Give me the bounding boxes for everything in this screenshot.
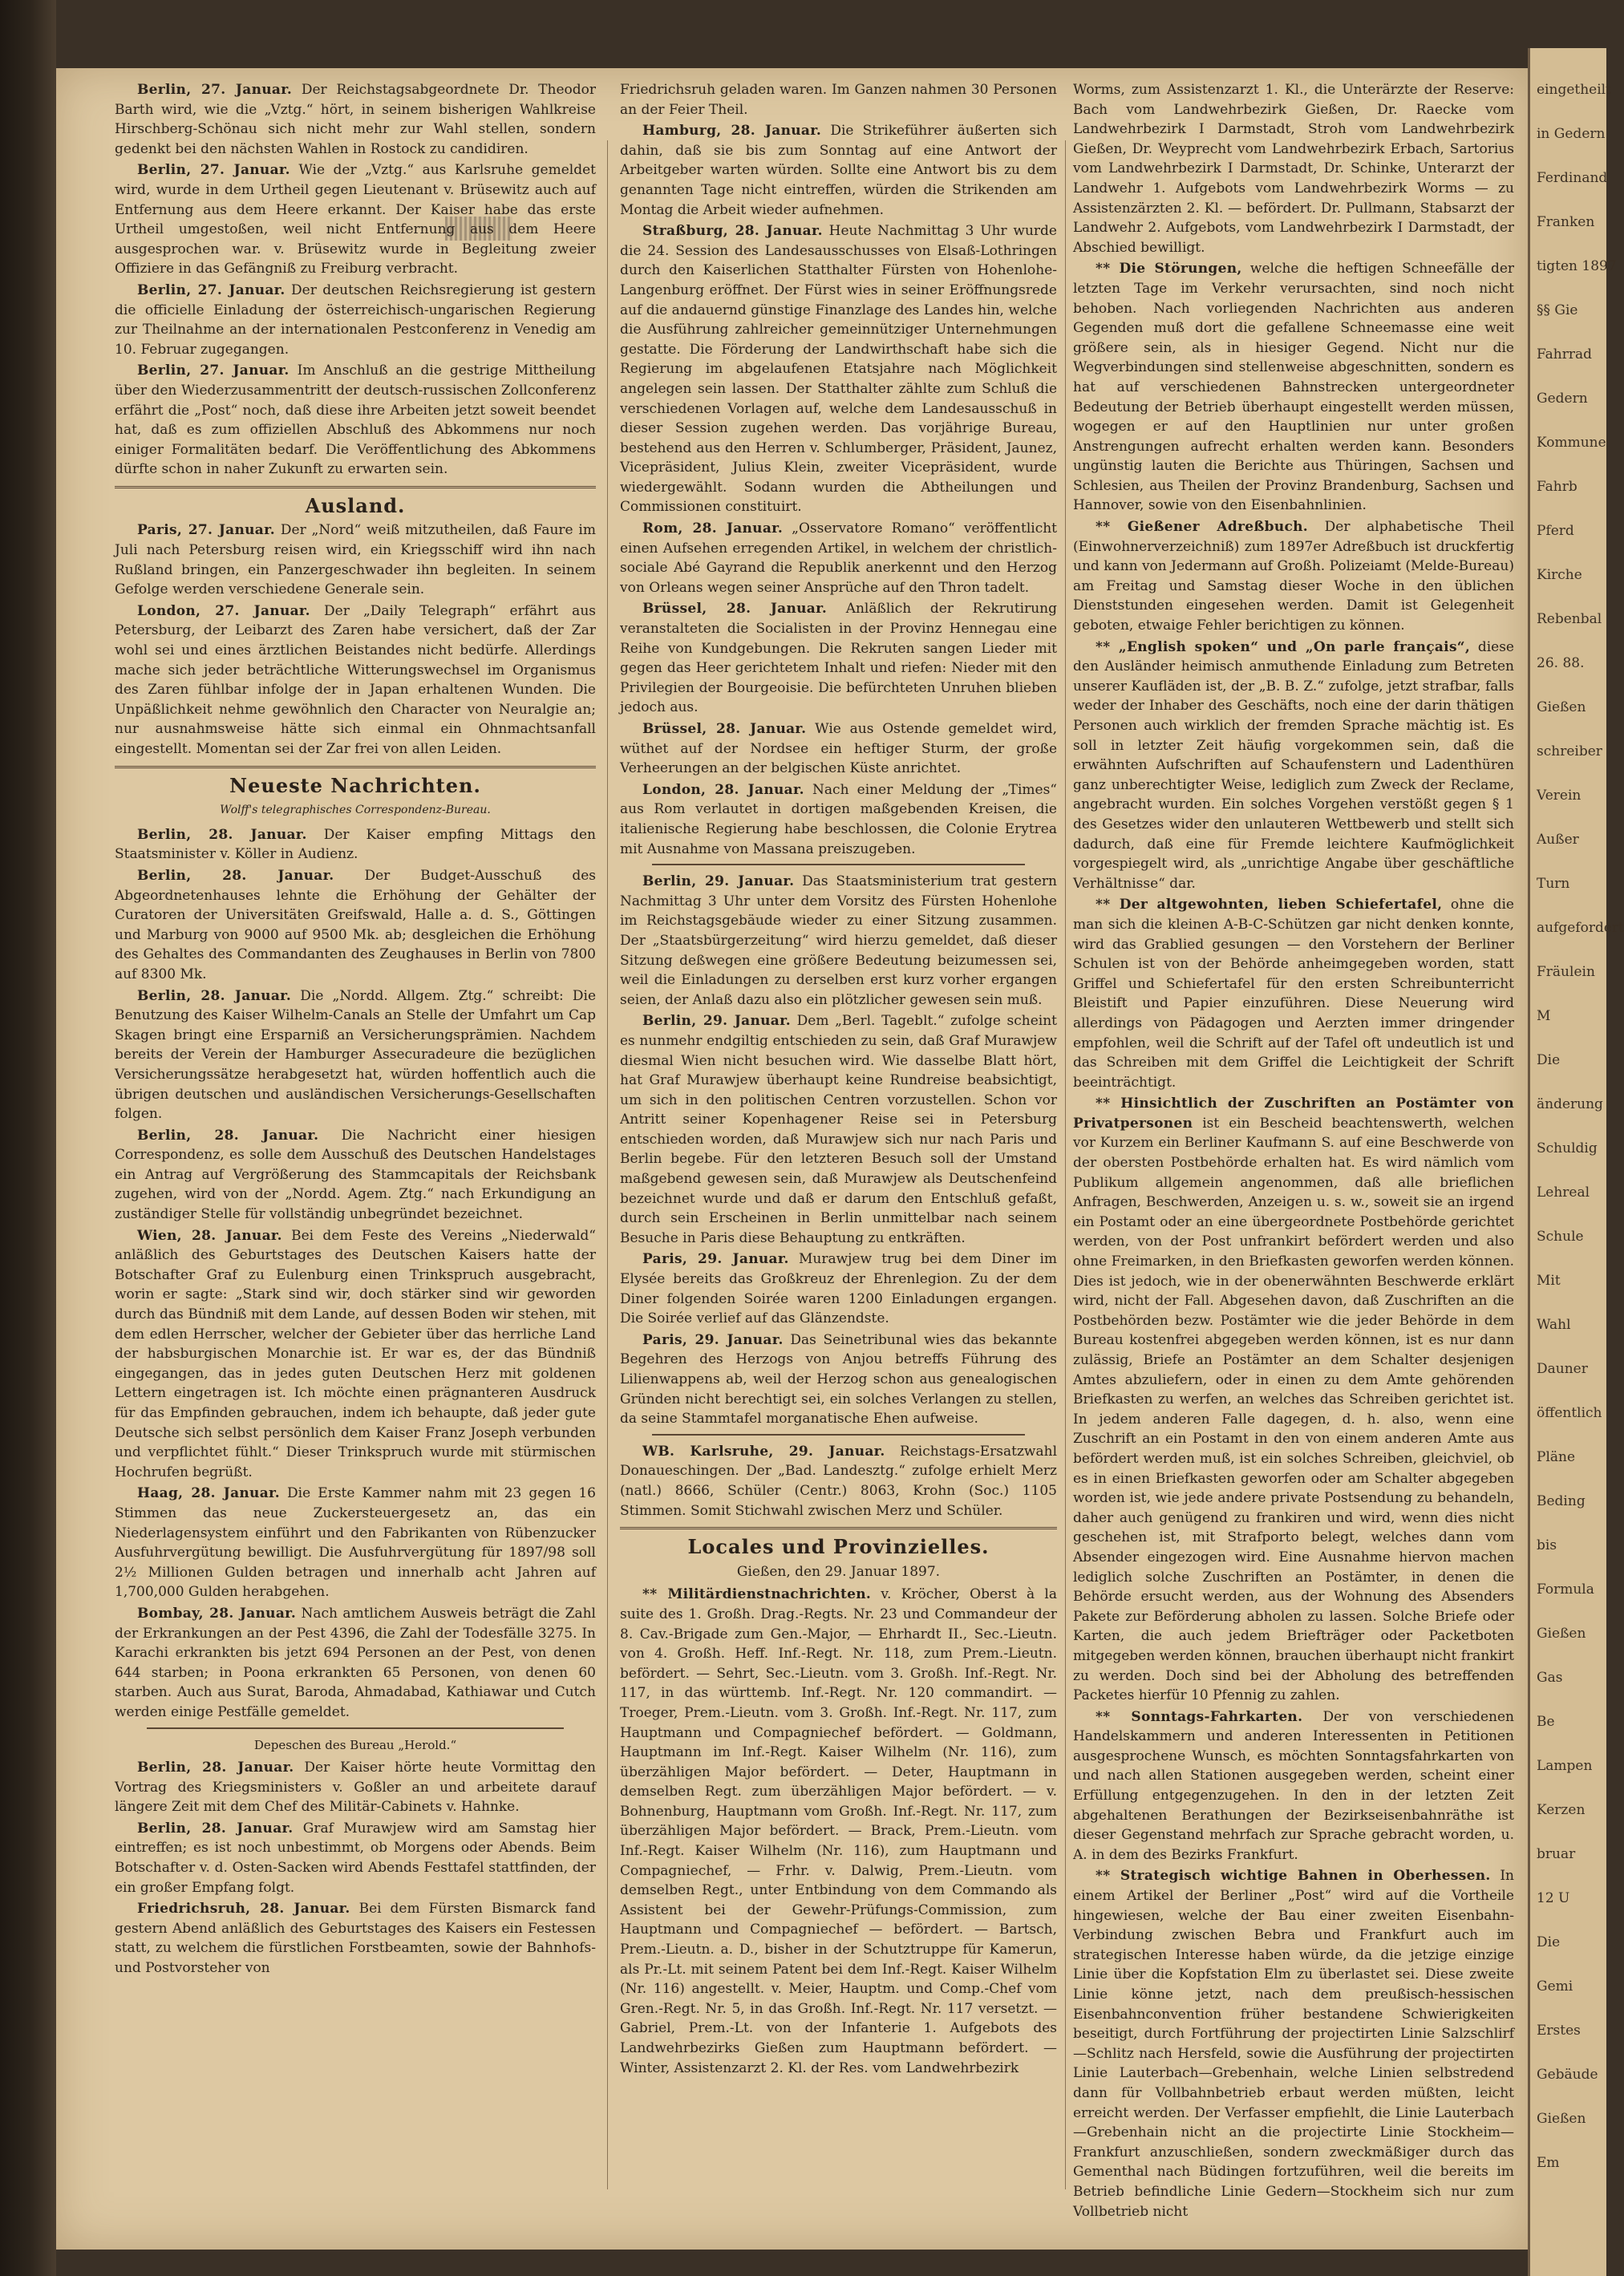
article-dateline: ** Die Störungen, — [1095, 261, 1242, 277]
article-dateline: Bombay, 28. Januar. — [137, 1605, 297, 1622]
article-dateline: ** Hinsichtlich der Zuschriften an Postämter von Privatpersonen — [1073, 1095, 1514, 1132]
adjacent-page-fragment: Wahl — [1537, 1317, 1571, 1333]
article-text: Die „Nordd. Allgem. Ztg.“ schreibt: Die Benutzung des Kaiser Wilhelm-Canals an Stelle der Umfahrt um Cap Skagen bringt eine Ersparniß an Versicherungsprämien. Nachdem bereits der Verein der Hamburger Assecuradeure die bezüglichen Versicherungssätze herabgesetzt hat, würden hoffentlich auch die übrigen deutschen und ausländischen Versicherungs-Gesellschaften folgen. — [115, 987, 597, 1123]
adjacent-page-fragment: Die — [1537, 1052, 1561, 1068]
article-text: Wie aus Ostende gemeldet wird, wüthet auf der Nordsee ein heftiger Sturm, der große Verheerungen an der belgischen Küste anrichtet. — [620, 721, 1058, 777]
article-text: Die Erste Kammer nahm mit 23 gegen 16 Stimmen das neue Zuckersteuergesetz an, das ein Niederlagensystem einführt und den Fabrikanten von Rübenzucker Ausfuhrvergütung bewilligt. Die Ausfuhrvergütung für 1897/98 soll 2½ Millionen Gulden betragen und innerhalb acht Jahren auf 1,700,000 Gulden herabgehen. — [115, 1485, 596, 1601]
article-text: Das Staatsministerium trat gestern Nachmittag 3 Uhr unter dem Vorsitz des Fürsten Hohenlohe im Reichstagsgebäude wieder zu einer Sitzung zusammen. Der „Staatsbürgerzeitung“ wird hierzu gemeldet, daß dieser Sitzung deßwegen eine größere Bedeutung beizumessen sei, weil die Einladungen zu derselben erst kurz vorher ergangen seien, der Anlaß dazu also ein plötzlicher gewesen sein muß. — [620, 873, 1057, 1008]
adjacent-page-fragment: bruar — [1537, 1846, 1576, 1862]
article — [1073, 259, 1514, 516]
article-text: Der Kaiser hörte heute Vormittag den Vortrag des Kriegsministers v. Goßler an und arbeitete darauf längere Zeit mit dem Chef des Militär-Cabinets v. Hahnke. — [115, 1760, 596, 1816]
article — [620, 519, 1057, 597]
adjacent-page-fragment: Gießen — [1537, 1626, 1586, 1642]
article-dateline: ** Militärdienstnachrichten. — [642, 1586, 872, 1603]
article — [620, 872, 1057, 1010]
adjacent-page-fragment: Gießen — [1537, 699, 1586, 715]
adjacent-page-fragment: 26. 88. — [1537, 655, 1585, 671]
article — [620, 599, 1057, 718]
section-rule — [115, 486, 596, 488]
article — [620, 1330, 1057, 1429]
article-text: Die Nachricht einer hiesigen Correspondenz, es solle dem Ausschuß des Deutschen Handelstages ein Antrag auf Vergrößerung des Stammcapitals der Reichsbank zugehen, wird von der „Nordd. Agem. Ztg.“ nach Erkundigung an zuständiger Stelle für vollständig unbegründet bezeichnet. — [115, 1127, 596, 1223]
article-dateline: Haag, 28. Januar. — [137, 1485, 280, 1502]
adjacent-page-fragment: Fräulein — [1537, 964, 1595, 980]
article — [620, 1249, 1057, 1328]
article-text: Der von verschiedenen Handelskammern und anderen Interessenten in Petitionen ausgesprochene Wunsch, es möchten Sonntagsfahrkarten von und nach allen Stationen ausgegeben werden, scheint einer Erfüllung entgegenzugehen. In den in der letzten Zeit abgehaltenen Berathungen der Bezirkseisenbahnräthe ist dieser Gegenstand mehrfach zur Sprache gebracht worden, u. A. in dem des Bezirks Frankfurt. — [1073, 1708, 1514, 1863]
article-dateline: London, 27. Januar. — [137, 602, 310, 619]
adjacent-page-fragment: Schuldig — [1537, 1140, 1598, 1156]
adjacent-page-fragment: in Gedern — [1537, 126, 1606, 142]
article — [620, 1442, 1057, 1521]
column-divider — [607, 140, 608, 2189]
adjacent-page-fragment: Außer — [1537, 832, 1579, 848]
adjacent-page-fragment: Em — [1537, 2155, 1560, 2171]
section-rule — [620, 1527, 1057, 1529]
article-text: Nach einer Meldung der „Times“ aus Rom verlautet in dortigen maßgebenden Kreisen, die italienische Regierung habe beschlossen, die Colonie Erytrea mit Ausnahme von Massana preiszugeben. — [620, 781, 1057, 857]
article-continuation: Worms, zum Assistenzarzt 1. Kl., die Unterärzte der Reserve: Bach vom Landwehrbezirk Gießen, Dr. Raecke vom Landwehrbezirk I Darmstadt, Stroh vom Landwehrbezirk Gießen, Dr. Weyprecht vom Landwehrbezirk Erbach, Sartorius vom Landwehrbezirk I Darmstadt, Dr. Schinke, Unterarzt der Landwehr 1. Aufgebots vom Landwehrbezirk Worms — zu Assistenzärzten 2. Kl. — befördert. Dr. Pullmann, Stabsarzt der Landwehr 2. Aufgebots, vom Landwehrbezirk I Darmstadt, der Abschied bewilligt. — [1073, 82, 1514, 256]
article-list — [115, 80, 596, 480]
article-dateline: Straßburg, 28. Januar. — [642, 223, 823, 240]
article-dateline: ** Gießener Adreßbuch. — [1095, 519, 1309, 536]
adjacent-page-fragment: Ferdinand — [1537, 170, 1608, 186]
adjacent-page-fragment: Mit — [1537, 1273, 1561, 1289]
article — [115, 361, 596, 480]
article-list — [620, 872, 1057, 1429]
section-heading-ausland: Ausland. — [305, 493, 406, 517]
adjacent-page-fragment: Rebenbal — [1537, 611, 1602, 627]
article-text: v. Kröcher, Oberst à la suite des 1. Großh. Drag.-Regts. Nr. 23 und Commandeur der 8. Cav.-Brigade zum Gen.-Major, — Ehrhardt II., Sec.-Lieutn. von 4. Großh. Heff. Inf.-Regt. Nr. 118, zum Prem.-Lieutn. befördert. — Sehrt, Sec.-Lieutn. vom 3. Großh. Inf.-Regt. Nr. 117, in das württemb. Inf.-Regt. Nr. 120 commandirt. — Troeger, Prem.-Lieutn. vom 3. Großh. Inf.-Regt. Nr. 117, zum Hauptmann und Compagniechef befördert. — Goldmann, Hauptmann im Inf.-Regt. Kaiser Wilhelm (Nr. 116), zum überzähligen Major befördert. — Deter, Hauptmann in demselben Regt. zum überzähligen Major befördert. — v. Bohnenburg, Hauptmann vom Großh. Inf.-Regt. Nr. 117, zum überzähligen Major befördert. — Brack, Prem.-Lieutn. vom Inf.-Regt. Kaiser Wilhelm (Nr. 116), zum Hauptmann und Compagniechef, — Frhr. v. Dalwig, Prem.-Lieutn. vom demselben Regt., unter Entbindung von dem Commando als Assistent bei der Gewehr-Prüfungs-Commission, zum Hauptmann und Compagniechef — befördert. — Bartsch, Prem.-Lieutn. a. D., bisher in der Schutztruppe für Kamerun, als Pr.-Lt. mit seinem Patent bei dem Inf.-Regt. Kaiser Wilhelm (Nr. 116) angestellt. v. Meier, Hauptm. und Comp.-Chef vom Gren.-Regt. Nr. 5, in das Großh. Inf.-Regt. Nr. 117 versetzt. — Gabriel, Prem.-Lt. von der Infanterie 1. Aufgebots des Landwehrbezirks Gießen zum Hauptmann befördert. — Winter, Assistenzarzt 2. Kl. der Res. vom Landwehrbezirk — [620, 1586, 1057, 2076]
adjacent-page-fragment: Die — [1537, 1934, 1561, 1950]
article — [115, 1819, 596, 1897]
article — [115, 1126, 596, 1225]
adjacent-page-fragment: Pläne — [1537, 1449, 1576, 1465]
article — [115, 1226, 596, 1483]
adjacent-page-fragment: Erstes — [1537, 2023, 1581, 2039]
article-text: Der Kaiser empfing Mittags den Staatsminister v. Köller in Audienz. — [115, 826, 596, 863]
article-dateline: Berlin, 27. Januar. — [137, 82, 293, 98]
article-text: welche die heftigen Schneefälle der letzten Tage im Verkehr verursachten, sind noch nicht behoben. Nach vorliegenden Nachrichten aus anderen Gegenden muß dort die gefallene Schneemasse eine weit größere sein, als in hiesiger Gegend. Nicht nur die Wegverbindungen sind stellenweise abgeschnitten, sondern es hat auf verschiedenen Bahnstrecken untergeordneter Bedeutung der Betrieb überhaupt eingestellt werden müssen, wogegen er auf den Hauptlinien nur unter großen Anstrengungen aufrecht erhalten werden kann. Besonders ungünstig lauten die Berichte aus Thüringen, Sachsen und Schlesien, aus Theilen der Provinz Brandenburg, Sachsen und Hannover, sowie von den Eisenbahnlinien. — [1073, 261, 1515, 514]
adjacent-page-fragment: M — [1537, 1008, 1551, 1024]
section-heading-neueste: Neueste Nachrichten. — [229, 773, 481, 797]
article — [115, 986, 596, 1124]
article-dateline: Paris, 29. Januar. — [642, 1251, 789, 1268]
article-dateline: Berlin, 28. Januar. — [137, 1760, 294, 1776]
adjacent-page-fragment: Fahrb — [1537, 479, 1577, 495]
article — [1073, 1094, 1514, 1705]
adjacent-page-fragment: §§ Gie — [1537, 302, 1578, 318]
article — [115, 866, 596, 985]
article-dateline: Rom, 28. Januar. — [642, 520, 784, 537]
adjacent-page-fragment: 12 U — [1537, 1890, 1570, 1906]
adjacent-page-fragment: Gemi — [1537, 1978, 1573, 1995]
adjacent-page-fragment: Verein — [1537, 788, 1581, 804]
article-text: Wie der „Vztg.“ aus Karlsruhe gemeldet wird, wurde in dem Urtheil gegen Lieutenant v. Brüsewitz auch auf Entfernung aus dem Heere erkannt. Der Kaiser habe das erste Urtheil umgestoßen, weil nicht Entfernung aus dem Heere ausgesprochen war. v. Brüsewitz wurde in Begleitung zweier Offiziere in das Gefängniß zu Freiburg verbracht. — [115, 162, 596, 277]
article — [1073, 895, 1514, 1092]
article — [115, 1604, 596, 1723]
article-dateline: Wien, 28. Januar. — [137, 1227, 282, 1244]
article-dateline: Berlin, 28. Januar. — [137, 987, 292, 1004]
adjacent-page-fragment: Dauner — [1537, 1361, 1588, 1377]
adjacent-page-fragment: Lehreal — [1537, 1185, 1590, 1201]
article-list — [115, 825, 596, 1723]
article — [115, 80, 596, 159]
article-dateline: Berlin, 29. Januar. — [642, 873, 795, 890]
adjacent-page-fragment: Fahrrad — [1537, 346, 1592, 362]
article-text: Die Strikeführer äußerten sich dahin, daß sie bis zum Sonntag auf eine Antwort der Arbeitgeber warten würden. Sollte eine Antwort bis zu dem genannten Tage nicht eintreffen, würden die Strikenden am Montag die Arbeit wieder aufnehmen. — [620, 123, 1058, 218]
article-dateline: ** Strategisch wichtige Bahnen in Oberhessen. — [1095, 1868, 1491, 1885]
adjacent-page-fragment: eingetheilt — [1537, 82, 1611, 98]
article — [620, 719, 1057, 779]
article-text: Der alphabetische Theil (Einwohnerverzeichniß) zum 1897er Adreßbuch ist druckfertig und kann von Jedermann auf Großh. Polizeiamt (Melde-Bureau) am Freitag und Samstag dieser Woche in den üblichen Dienststunden eingesehen werden. Damit ist Gelegenheit geboten, etwaige Fehler berichtigen zu können. — [1073, 519, 1515, 634]
article — [115, 1899, 596, 1978]
article-dateline: Berlin, 28. Januar. — [137, 826, 307, 843]
article — [115, 601, 596, 759]
section-subheading: Wolff's telegraphisches Correspondenz-Bureau. — [220, 804, 491, 817]
article-text: Graf Murawjew wird am Samstag hier eintreffen; es ist noch unbestimmt, ob Morgens oder Abends. Beim Botschafter v. d. Osten-Sacken wird Abends Festtafel stattfinden, der ein großer Empfang folgt. — [115, 1820, 596, 1896]
section-rule — [147, 1727, 564, 1729]
article-text: Der deutschen Reichsregierung ist gestern die officielle Einladung der österreichisch-ungarischen Regierung zur Theilnahme an der internationalen Pestconferenz in Venedig am 10. Februar zugegangen. — [115, 281, 596, 358]
adjacent-page-fragment: Franken — [1537, 214, 1595, 230]
article-text: In einem Artikel der Berliner „Post“ wird auf die Vortheile hingewiesen, welche der Bau einer zweiten Eisenbahn-Verbindung zwischen Bebra und Frankfurt auch im strategischen Interesse haben würde, da die jetzige einzige Linie über die Kopfstation Elm zu überlastet sei. Diese zweite Linie könne jetzt, nach dem preußisch-hessischen Eisenbahnconvention früher bestandene Schwierigkeiten beseitigt, durch Fortführung der projectirten Linie Salzschlirf—Schlitz nach Hersfeld, sowie die Ausführung der projectirten Linie Lauterbach—Grebenhain, welche Linien selbstredend dann für Vollbahnbetrieb erbaut werden müßten, leicht erreicht werden. Der Verfasser empfiehlt, die Linie Lauterbach—Grebenhain nicht an die projectirte Linie Stockheim—Frankfurt anzuschließen, sondern zweckmäßiger durch das Gementhal nach Büdingen fortzuführen, weil die bereits im Betrieb befindliche Linie Gedern—Stockheim sich nur zum Vollbetrieb nicht — [1073, 1868, 1515, 2220]
article-list — [115, 1758, 596, 1978]
column-3 — [1073, 80, 1514, 2223]
adjacent-page-fragment: Turn — [1537, 876, 1570, 892]
adjacent-page-fragment: schreiber — [1537, 743, 1602, 759]
article-dateline: Berlin, 28. Januar. — [137, 867, 334, 884]
adjacent-page-fragment: Kirche — [1537, 567, 1582, 583]
article-text: ohne die man sich die kleinen A-B-C-Schützen gar nicht denken konnte, wird das Grablied gesungen — den Vorstehern der Berliner Schulen ist von der Behörde anheimgegeben worden, statt Griffel und Schiefertafel für den ersten Schreibunterricht Bleistift und Papier einzuführen. Diese Neuerung wird allerdings von Pädagogen und Aerzten immer dringender empfohlen, weil die Schrift auf der Tafel oft undeutlich ist und das Schreiben mit dem Griffel die Leichtigkeit der Schrift beeinträchtigt. — [1073, 897, 1514, 1091]
column-2 — [620, 80, 1057, 2080]
adjacent-page-fragment: Gießen — [1537, 2111, 1586, 2127]
article-dateline: Berlin, 28. Januar. — [137, 1820, 294, 1837]
article-text: diese den Ausländer heimisch anmuthende Einladung zum Betreten unserer Kaufläden ist, der „B. B. Z.“ zufolge, jetzt strafbar, falls weder der Inhaber des Geschäfts, noch eine der darin thätigen Personen auch wirklich der fremden Sprache mächtig ist. Es soll in letzter Zeit häufig vorgekommen sein, daß die erwähnten Aufschriften auf Schaufenstern und Ladenthüren ganz unberechtigter Weise, lediglich zum Zweck der Reclame, angebracht wurden. Ein solches Vorgehen verstößt gegen § 1 des Gesetzes wider den unlauteren Wettbewerb und stellt sich dadurch, daß eine für Fremde leichtere Kaufmöglichkeit vorgespiegelt wird, als „unrichtige Angabe über geschäftliche Verhältnisse“ dar. — [1073, 638, 1514, 892]
article-dateline: WB. Karlsruhe, 29. Januar. — [642, 1443, 885, 1460]
article-dateline: Berlin, 28. Januar. — [137, 1127, 319, 1144]
adjacent-page-fragment: Be — [1537, 1714, 1555, 1730]
adjacent-page-fragment: Gas — [1537, 1670, 1563, 1686]
article — [620, 221, 1057, 517]
article-text: Bei dem Feste des Vereins „Niederwald“ anläßlich des Geburtstages des Deutschen Kaisers hatte der Botschafter Graf zu Eulenburg einen Trinkspruch ausgebracht, worin er sagte: „Stark sind wir, doch stärker sind wir geworden durch das Bündniß mit dem Lande, auf dessen Boden wir stehen, mit dem edlen Herrscher, welcher der Gebieter über das herrliche Land der habsburgischen Monarchie ist. Er war es, der das Bündniß eingegangen, das in jedes guten Deutschen Herz mit goldenen Lettern eingetragen ist. Ich möchte einen prägnanteren Ausdruck für das Empfinden gebrauchen, indem ich behaupte, daß jeder gute Deutsche sich selbst persönlich dem Kaiser Franz Joseph verbunden und verpflichtet fühlt.“ Dieser Trinkspruch wurde mit stürmischen Hochrufen begrüßt. — [115, 1227, 596, 1480]
column-divider — [1065, 140, 1066, 2189]
adjacent-page-fragment: bis — [1537, 1537, 1557, 1553]
article — [1073, 517, 1514, 636]
adjacent-page-fragment: Lampen — [1537, 1758, 1593, 1774]
article — [115, 520, 596, 599]
article-text: Der „Daily Telegraph“ erfährt aus Petersburg, der Leibarzt des Zaren habe versichert, daß der Zar wohl sei und eines ärztlichen Beistandes nicht bedürfe. Allerdings mache sich jeder beträchtliche Witterungswechsel im Organismus des Zaren fühlbar infolge der in Japan erhaltenen Wunden. Die Unpäßlichkeit nehme gewöhnlich den Character von Neuralgie an; nur ausnahmsweise hätte sich einmal ein Ohnmachtsanfall eingestellt. Momentan sei der Zar frei von allen Leiden. — [115, 602, 596, 757]
article — [1073, 1707, 1514, 1865]
article-text: Das Seinetribunal wies das bekannte Begehren des Herzogs von Anjou betreffs Führung des Lilienwappens ab, weil der Herzog schon aus genealogischen Gründen nicht berechtigt sei, ein solches Verlangen zu stellen, da seine Stammtafel morganatische Ehen aufweise. — [620, 1331, 1057, 1428]
article-text: Bei dem Fürsten Bismarck fand gestern Abend anläßlich des Geburtstages des Kaisers ein Festessen statt, zu welchem die fürstlichen Forstbeamten, sowie der Bahnhofs- und Postvorsteher von — [115, 1901, 597, 1977]
adjacent-page-fragment: öffentlich — [1537, 1405, 1602, 1421]
article-dateline: ** „English spoken“ und „On parle français“, — [1095, 638, 1471, 655]
adjacent-page-fragment: Gedern — [1537, 391, 1588, 407]
article-list — [1073, 259, 1514, 2221]
article-dateline: Paris, 29. Januar. — [642, 1331, 784, 1348]
article — [620, 780, 1057, 859]
article-text: Anläßlich der Rekrutirung veranstalteten die Socialisten in der Provinz Hennegau eine Reihe von Kundgebungen. Die Rekruten sangen Lieder mit gegen das Heer gerichtetem Inhalt und riefen: Nieder mit den Privilegien der Bourgeoisie. Die befürchteten Unruhen blieben jedoch aus. — [620, 601, 1057, 716]
section-rule — [652, 864, 1025, 865]
article — [115, 1758, 596, 1817]
article — [620, 1011, 1057, 1248]
article-text: Murawjew trug bei dem Diner im Elysée bereits das Großkreuz der Ehrenlegion. Zu der dem Diner folgenden Soirée waren 1200 Einladungen ergangen. Die Soirée verlief auf das Glänzendste. — [620, 1251, 1058, 1327]
article-dateline: Paris, 27. Januar. — [137, 522, 276, 539]
section-rule — [115, 766, 596, 768]
section-rule — [652, 1434, 1025, 1436]
article-list — [620, 121, 1057, 859]
article — [620, 1585, 1057, 2078]
article-dateline: Berlin, 27. Januar. — [137, 281, 286, 298]
adjacent-page-fragment: Gebäude — [1537, 2067, 1598, 2083]
adjacent-page-fragment: Kerzen — [1537, 1802, 1586, 1818]
article-dateline: Berlin, 27. Januar. — [137, 362, 290, 379]
adjacent-page-fragment: aufgefordert — [1537, 920, 1624, 936]
article-text: Dem „Berl. Tageblt.“ zufolge scheint es nunmehr endgiltig entschieden zu sein, daß Graf Murawjew diesmal Wien nicht besuchen wird. Wie dasselbe Blatt hört, hat Graf Murawjew überhaupt keine Rundreise beabsichtigt, um sich in den politischen Centren vorzustellen. Schon vor Antritt seiner Kopenhagener Reise sei in Petersburg entschieden worden, daß Murawjew sich nur nach Paris und Berlin begebe. Für den letzteren Besuch soll der Umstand maßgebend gewesen sein, daß Murawjew als Deutschenfeind bezeichnet wurde und daß er darum den Entschluß gefaßt, durch sein Erscheinen in Berlin unmittelbar nach seinem Besuche in Paris diese Behauptung zu entkräften. — [620, 1013, 1057, 1246]
article-text: Der „Nord“ weiß mitzutheilen, daß Faure im Juli nach Petersburg reisen wird, ein Kriegsschiff wird ihn nach Rußland bringen, ein Panzergeschwader ihn begleiten. In seinem Gefolge werden verschiedene Generale sein. — [115, 522, 596, 598]
article-dateline: ** Sonntags-Fahrkarten. — [1095, 1708, 1303, 1725]
article-text: Im Anschluß an die gestrige Mittheilung über den Wiederzusammentritt der deutsch-russischen Zollconferenz erfährt die „Post“ noch, daß diese ihre Arbeiten jetzt soweit beendet hat, daß es zum offiziellen Abschluß des Abkommens nur noch einiger Formalitäten bedarf. Die Veröffentlichung des Abkommens dürfte schon in naher Zukunft zu erwarten sein. — [115, 362, 596, 478]
article-text: „Osservatore Romano“ veröffentlicht einen Aufsehen erregenden Artikel, in welchem der christlich-sociale Abé Gayrand die Republik anerkennt und den Herzog von Orleans wegen seiner Ansprüche auf den Thron tadelt. — [620, 520, 1057, 596]
adjacent-page-fragment: Pferd — [1537, 523, 1574, 539]
adjacent-page-fragment: tigten 1897 — [1537, 258, 1617, 274]
article-text: Der Reichstagsabgeordnete Dr. Theodor Barth wird, wie die „Vztg.“ hört, in seinem bisherigen Wahlkreise Hirschberg-Schönau sich nicht mehr zur Wahl stellen, sondern gedenkt bei den nächsten Wahlen in Rostock zu candidiren. — [115, 82, 596, 157]
adjacent-page-fragment: Kommune — [1537, 435, 1606, 451]
book-binding — [0, 0, 56, 2276]
section-heading-locales: Locales und Provinzielles. — [687, 1535, 990, 1559]
article-text: Nach amtlichem Ausweis beträgt die Zahl der Erkrankungen an der Pest 4396, die Zahl der Todesfälle 3275. In Karachi erkrankten bis jetzt 694 Personen an der Pest, von denen 644 starben; in Poona erkrankten 65 Personen, von denen 60 starben. Auch aus Surat, Baroda, Ahmadabad, Kathiawar und Cutch werden einige Pestfälle gemeldet. — [115, 1605, 596, 1720]
article-list — [115, 520, 596, 759]
article — [1073, 638, 1514, 894]
article-dateline: Hamburg, 28. Januar. — [642, 123, 822, 140]
adjacent-page-fragment: änderung — [1537, 1096, 1603, 1112]
adjacent-page-fragment: Schule — [1537, 1229, 1584, 1245]
article — [115, 160, 596, 279]
article-text: ist ein Bescheid beachtenswerth, welchen vor Kurzem ein Berliner Kaufmann S. auf eine Beschwerde von der obersten Postbehörde erhalten hat. Es wird nämlich vom Publikum allgemein angenommen, daß alle brieflichen Anfragen, Beschwerden, Anzeigen u. s. w., soweit sie an irgend ein Postamt oder an eine übergeordnete Postbehörde gerichtet werden, von der Post unfrankirt befördert werden und also ohne Freimarken, in den Briefkasten geworfen werden können. Dies ist jedoch, wie in der obenerwähnten Beschwerde erklärt wird, nicht der Fall. Abgesehen davon, daß Zuschriften an die Postbehörden bezw. Postämter wie die jeder Behörde in dem Bureau kostenfrei abgegeben werden können, ist es nur dann zulässig, Briefe an Postämter an dem Schalter desjenigen Amtes abzuliefern, oder in einen zu dem Amte gehörenden Briefkasten zu werfen, an welches das Schreiben gerichtet ist. In jedem anderen Falle dagegen, d. h. also, wenn eine Zuschrift an ein Postamt in den von einem anderen Amte aus befördert werden muß, ist ein solches Schreiben, gleichviel, ob es in einen Briefkasten geworfen oder am Schalter abgegeben worden ist, wie jede andere private Postsendung zu behandeln, daher auch genügend zu frankiren und wird, wenn dies nicht geschehen ist, mit Strafporto belegt, welches dann vom Absender eingezogen wird. Eine Ausnahme hiervon machen lediglich solche Zuschriften an Postämter, in denen die Behörde ersucht werden, aus der Wohnung des Absenders Pakete zur Beförderung abholen zu lassen. Solche Briefe oder Karten, die auch jedem Briefträger oder Packetboten mitgegeben werden können, brauchen überhaupt nicht frankirt zu werden. Doch sind bei der Abholung des betreffenden Packetes hierfür 10 Pfennig zu zahlen. — [1073, 1115, 1515, 1704]
article-text: Reichstags-Ersatzwahl Donaueschingen. Der „Bad. Landesztg.“ zufolge erhielt Merz (natl.) 8666, Schüler (Centr.) 8063, Krohn (Soc.) 1105 Stimmen. Somit Stichwahl zwischen Merz und Schüler. — [620, 1443, 1058, 1519]
adjacent-page-strip — [1528, 48, 1624, 2276]
article — [1073, 1866, 1514, 2221]
article — [115, 825, 596, 865]
article-dateline: Brüssel, 28. Januar. — [642, 721, 807, 737]
article-dateline: Friedrichsruh, 28. Januar. — [137, 1901, 350, 1918]
section-dateline: Gießen, den 29. Januar 1897. — [736, 1563, 941, 1580]
article-dateline: London, 28. Januar. — [642, 781, 804, 798]
article-dateline: Berlin, 29. Januar. — [642, 1013, 792, 1030]
article-continuation: Friedrichsruh geladen waren. Im Ganzen nahmen 30 Personen an der Feier Theil. — [620, 82, 1057, 118]
article — [620, 121, 1057, 220]
herold-note: Depeschen des Bureau „Herold.“ — [253, 1737, 457, 1752]
article — [115, 281, 596, 359]
adjacent-page-fragment: Formula — [1537, 1581, 1594, 1598]
adjacent-page-fragment: Beding — [1537, 1493, 1586, 1509]
column-1 — [115, 80, 596, 1980]
article-text: Der Budget-Ausschuß des Abgeordnetenhauses lehnte die Erhöhung der Gehälter der Curatoren der Universitäten Greifswald, Halle a. d. S., Göttingen und Marburg von 9000 auf 9500 Mk. ab; desgleichen die Erhöhung des Gehaltes des Commandanten des Zeughauses in Berlin von 7800 auf 8300 Mk. — [115, 867, 596, 982]
article — [115, 1484, 596, 1602]
article-dateline: Berlin, 27. Januar. — [137, 162, 290, 179]
article-dateline: ** Der altgewohnten, lieben Schiefertafel, — [1095, 897, 1443, 913]
article-dateline: Brüssel, 28. Januar. — [642, 601, 828, 618]
article-text: Heute Nachmittag 3 Uhr wurde die 24. Session des Landesausschusses von Elsaß-Lothringen durch den Kaiserlichen Statthalter Fürsten von Hohenlohe-Langenburg eröffnet. Der Fürst wies in seiner Eröffnungsrede auf die andauernd günstige Finanzlage des Landes hin, welche die Ausführung zahlreicher gemeinnütziger Unternehmungen gestatte. Die Förderung der Landwirthschaft habe sich die Regierung im abgelaufenen Etatsjahre nach Möglichkeit angelegen sein lassen. Der Statthalter zählte zum Schluß die verschiedenen Vorlagen auf, welche dem Landesausschuß in dieser Session zugehen werden. Das vorjährige Bureau, bestehend aus den Herren v. Schlumberger, Präsident, Jaunez, Vicepräsident, Julius Klein, zweiter Vicepräsident, wurde wiedergewählt. Sodann wurden die Abtheilungen und Commissionen constituirt. — [620, 223, 1057, 516]
